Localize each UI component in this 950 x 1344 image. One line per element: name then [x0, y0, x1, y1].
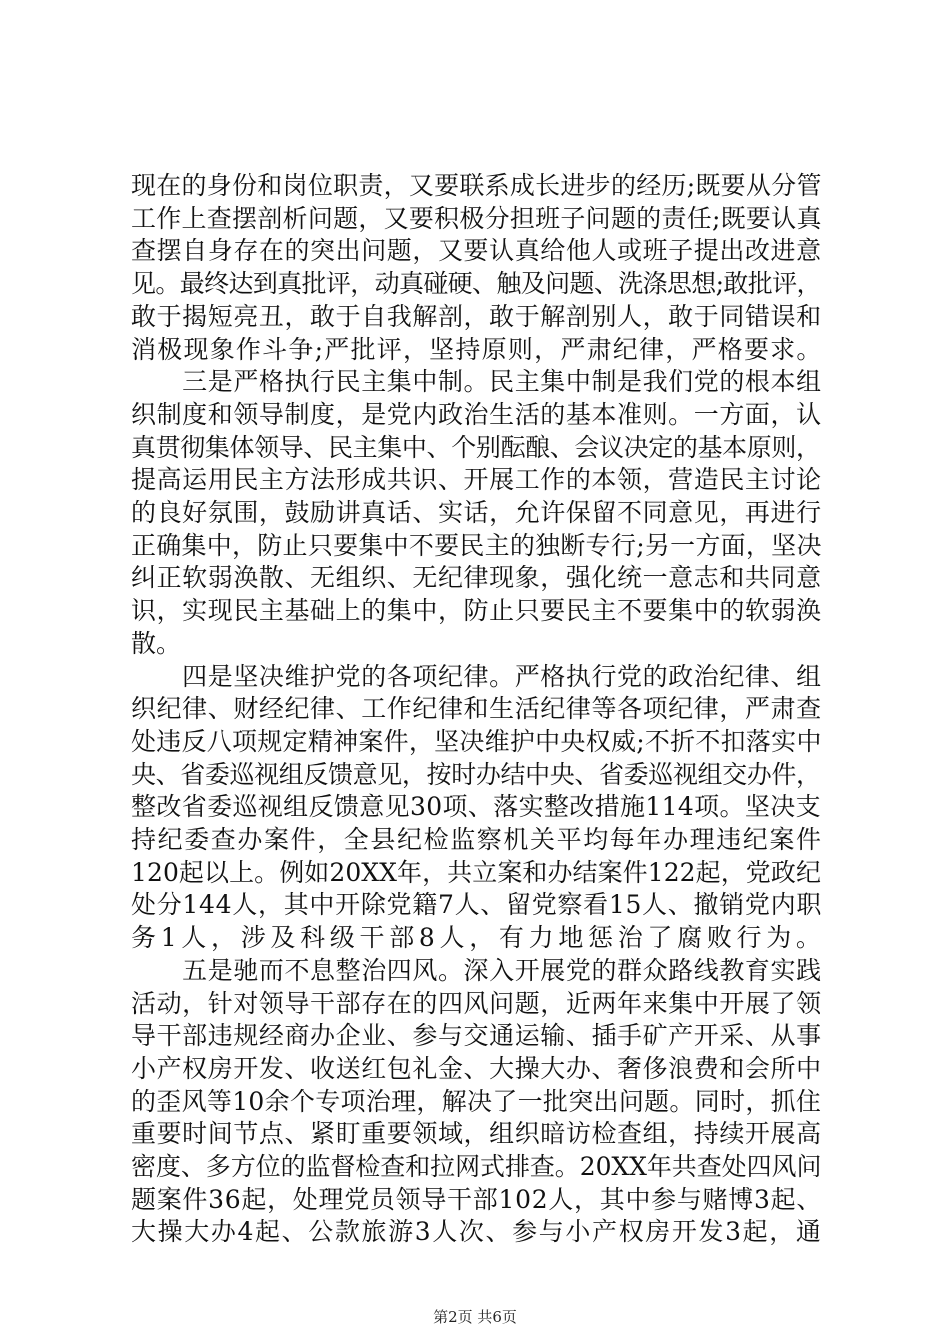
text-line: 现在的身份和岗位职责，又要联系成长进步的经历;既要从分管 [131, 171, 822, 200]
text-line: 正确集中，防止只要集中不要民主的独断专行;另一方面，坚决 [131, 531, 822, 560]
text-line: 密度、多方位的监督检查和拉网式排查。20XX年共查处四风问 [131, 1152, 822, 1181]
text-line: 务1人，涉及科级干部8人，有力地惩治了腐败行为。 [131, 923, 826, 952]
text-line: 敢于揭短亮丑，敢于自我解剖，敢于解剖别人，敢于同错误和 [131, 302, 822, 331]
text-line: 央、省委巡视组反馈意见，按时办结中央、省委巡视组交办件， [131, 760, 821, 789]
text-line: 五是驰而不息整治四风。深入开展党的群众路线教育实践 [131, 956, 822, 985]
text-line: 识，实现民主基础上的集中，防止只要民主不要集中的软弱涣 [131, 596, 822, 625]
text-line: 大操大办4起、公款旅游3人次、参与小产权房开发3起，通 [131, 1217, 823, 1246]
text-line: 工作上查摆剖析问题，又要积极分担班子问题的责任;既要认真 [131, 204, 822, 233]
page-footer: 第2页 共6页 [433, 1308, 517, 1326]
text-line: 织制度和领导制度，是党内政治生活的基本准则。一方面，认 [131, 400, 822, 429]
text-line: 题案件36起，处理党员领导干部102人，其中参与赌博3起、 [131, 1185, 823, 1214]
text-line: 的良好氛围，鼓励讲真话、实话，允许保留不同意见，再进行 [131, 498, 822, 527]
text-line: 的歪风等10余个专项治理，解决了一批突出问题。同时，抓住 [131, 1087, 822, 1116]
text-line: 织纪律、财经纪律、工作纪律和生活纪律等各项纪律，严肃查 [131, 694, 822, 723]
text-line: 处违反八项规定精神案件，坚决维护中央权威;不折不扣落实中 [131, 727, 822, 756]
text-line: 消极现象作斗争;严批评，坚持原则，严肃纪律，严格要求。 [131, 335, 823, 364]
text-line: 散。 [131, 629, 182, 658]
text-line: 小产权房开发、收送红包礼金、大操大办、奢侈浪费和会所中 [131, 1054, 822, 1083]
text-line: 120起以上。例如20XX年，共立案和办结案件122起，党政纪 [131, 858, 822, 887]
text-line: 真贯彻集体领导、民主集中、个别酝酿、会议决定的基本原则， [131, 433, 821, 462]
text-line: 重要时间节点、紧盯重要领域，组织暗访检查组，持续开展高 [131, 1119, 822, 1148]
text-line: 提高运用民主方法形成共识、开展工作的本领，营造民主讨论 [131, 465, 822, 494]
text-line: 查摆自身存在的突出问题，又要认真给他人或班子提出改进意 [131, 236, 822, 265]
text-line: 整改省委巡视组反馈意见30项、落实整改措施114项。坚决支 [131, 792, 821, 821]
text-line: 纠正软弱涣散、无组织、无纪律现象，强化统一意志和共同意 [131, 563, 822, 592]
text-line: 见。最终达到真批评，动真碰硬、触及问题、洗涤思想;敢批评， [131, 269, 821, 298]
text-line: 四是坚决维护党的各项纪律。严格执行党的政治纪律、组 [131, 662, 822, 691]
text-line: 持纪委查办案件，全县纪检监察机关平均每年办理违纪案件 [131, 825, 823, 854]
text-line: 三是严格执行民主集中制。民主集中制是我们党的根本组 [131, 367, 822, 396]
text-line: 处分144人，其中开除党籍7人、留党察看15人、撤销党内职 [131, 890, 823, 919]
text-line: 活动，针对领导干部存在的四风问题，近两年来集中开展了领 [131, 989, 822, 1018]
text-line: 导干部违规经商办企业、参与交通运输、插手矿产开采、从事 [131, 1021, 822, 1050]
